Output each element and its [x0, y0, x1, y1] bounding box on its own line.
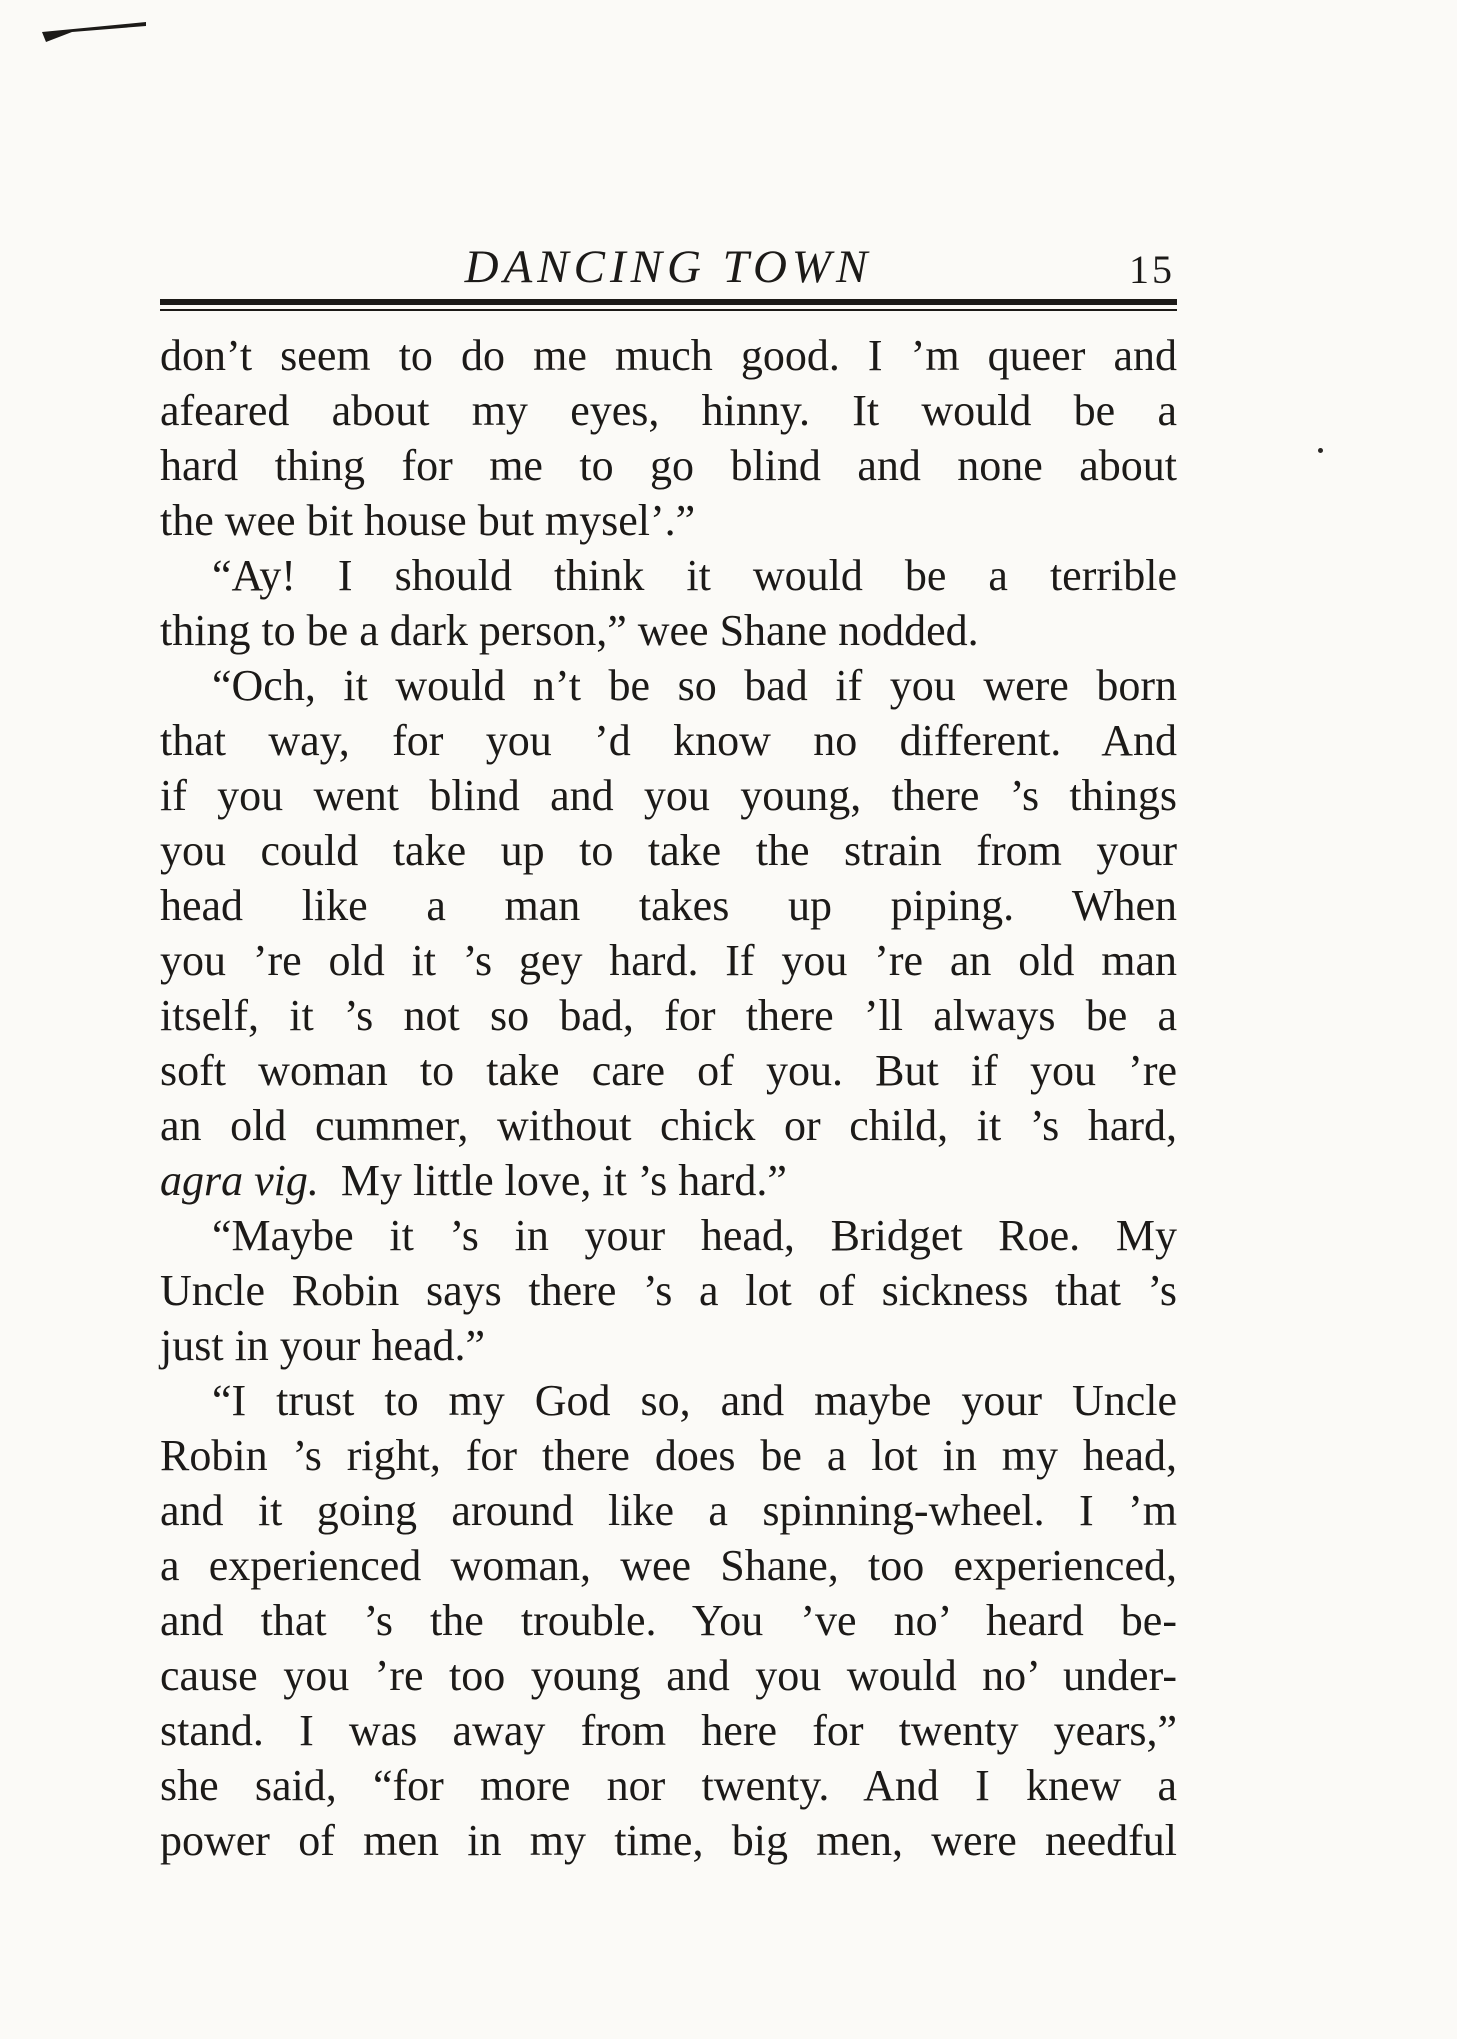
text-line: “Och, it would n’t be so bad if you were born [212, 661, 1177, 710]
text-line: thing to be a dark person,” wee Shane nodded. [160, 606, 979, 655]
text-line: cause you ’re too young and you would no’ under- [160, 1651, 1177, 1700]
ink-speck [1318, 448, 1323, 453]
italic-phrase: agra vig. [160, 1156, 319, 1205]
text-line: Uncle Robin says there ’s a lot of sickness that ’s [160, 1266, 1177, 1315]
text-line-rest: My little love, it ’s hard.” [340, 1156, 787, 1205]
text-line: Robin ’s right, for there does be a lot in my head, [160, 1431, 1177, 1480]
text-line: “Maybe it ’s in your head, Bridget Roe. My [212, 1211, 1177, 1260]
text-line: afeared about my eyes, hinny. It would be a [160, 386, 1177, 435]
text-line: hard thing for me to go blind and none about [160, 441, 1177, 490]
header-rule [160, 299, 1177, 312]
text-line: “I trust to my God so, and maybe your Uncle [212, 1376, 1177, 1425]
text-line: stand. I was away from here for twenty years,” [160, 1706, 1177, 1755]
running-header [160, 241, 1177, 293]
text-line: head like a man takes up piping. When [160, 881, 1177, 930]
corner-ink-mark [42, 18, 146, 42]
text-line-with-italic [160, 1153, 1177, 1208]
text-line: and it going around like a spinning-wheel. I ’m [160, 1486, 1177, 1535]
text-line: she said, “for more nor twenty. And I knew a [160, 1761, 1177, 1810]
text-line: just in your head.” [160, 1321, 486, 1370]
text-line: you could take up to take the strain from your [160, 826, 1177, 875]
text-line: an old cummer, without chick or child, it ’s hard, [160, 1101, 1177, 1150]
text-line: that way, for you ’d know no different. And [160, 716, 1177, 765]
text-line: and that ’s the trouble. You ’ve no’ heard be- [160, 1596, 1177, 1645]
text-line: if you went blind and you young, there ’s things [160, 771, 1177, 820]
text-line: the wee bit house but mysel’.” [160, 496, 696, 545]
page-number: 15 [1129, 247, 1175, 292]
running-title: DANCING TOWN [464, 241, 873, 293]
body-text [160, 328, 1177, 1868]
text-line: a experienced woman, wee Shane, too experienced, [160, 1541, 1177, 1590]
text-line: don’t seem to do me much good. I ’m queer and [160, 331, 1177, 380]
text-line: itself, it ’s not so bad, for there ’ll always be a [160, 991, 1177, 1040]
text-line: power of men in my time, big men, were needful [160, 1816, 1177, 1865]
text-line: soft woman to take care of you. But if you ’re [160, 1046, 1177, 1095]
text-line: “Ay! I should think it would be a terrible [212, 551, 1177, 600]
text-line: you ’re old it ’s gey hard. If you ’re an old man [160, 936, 1177, 985]
